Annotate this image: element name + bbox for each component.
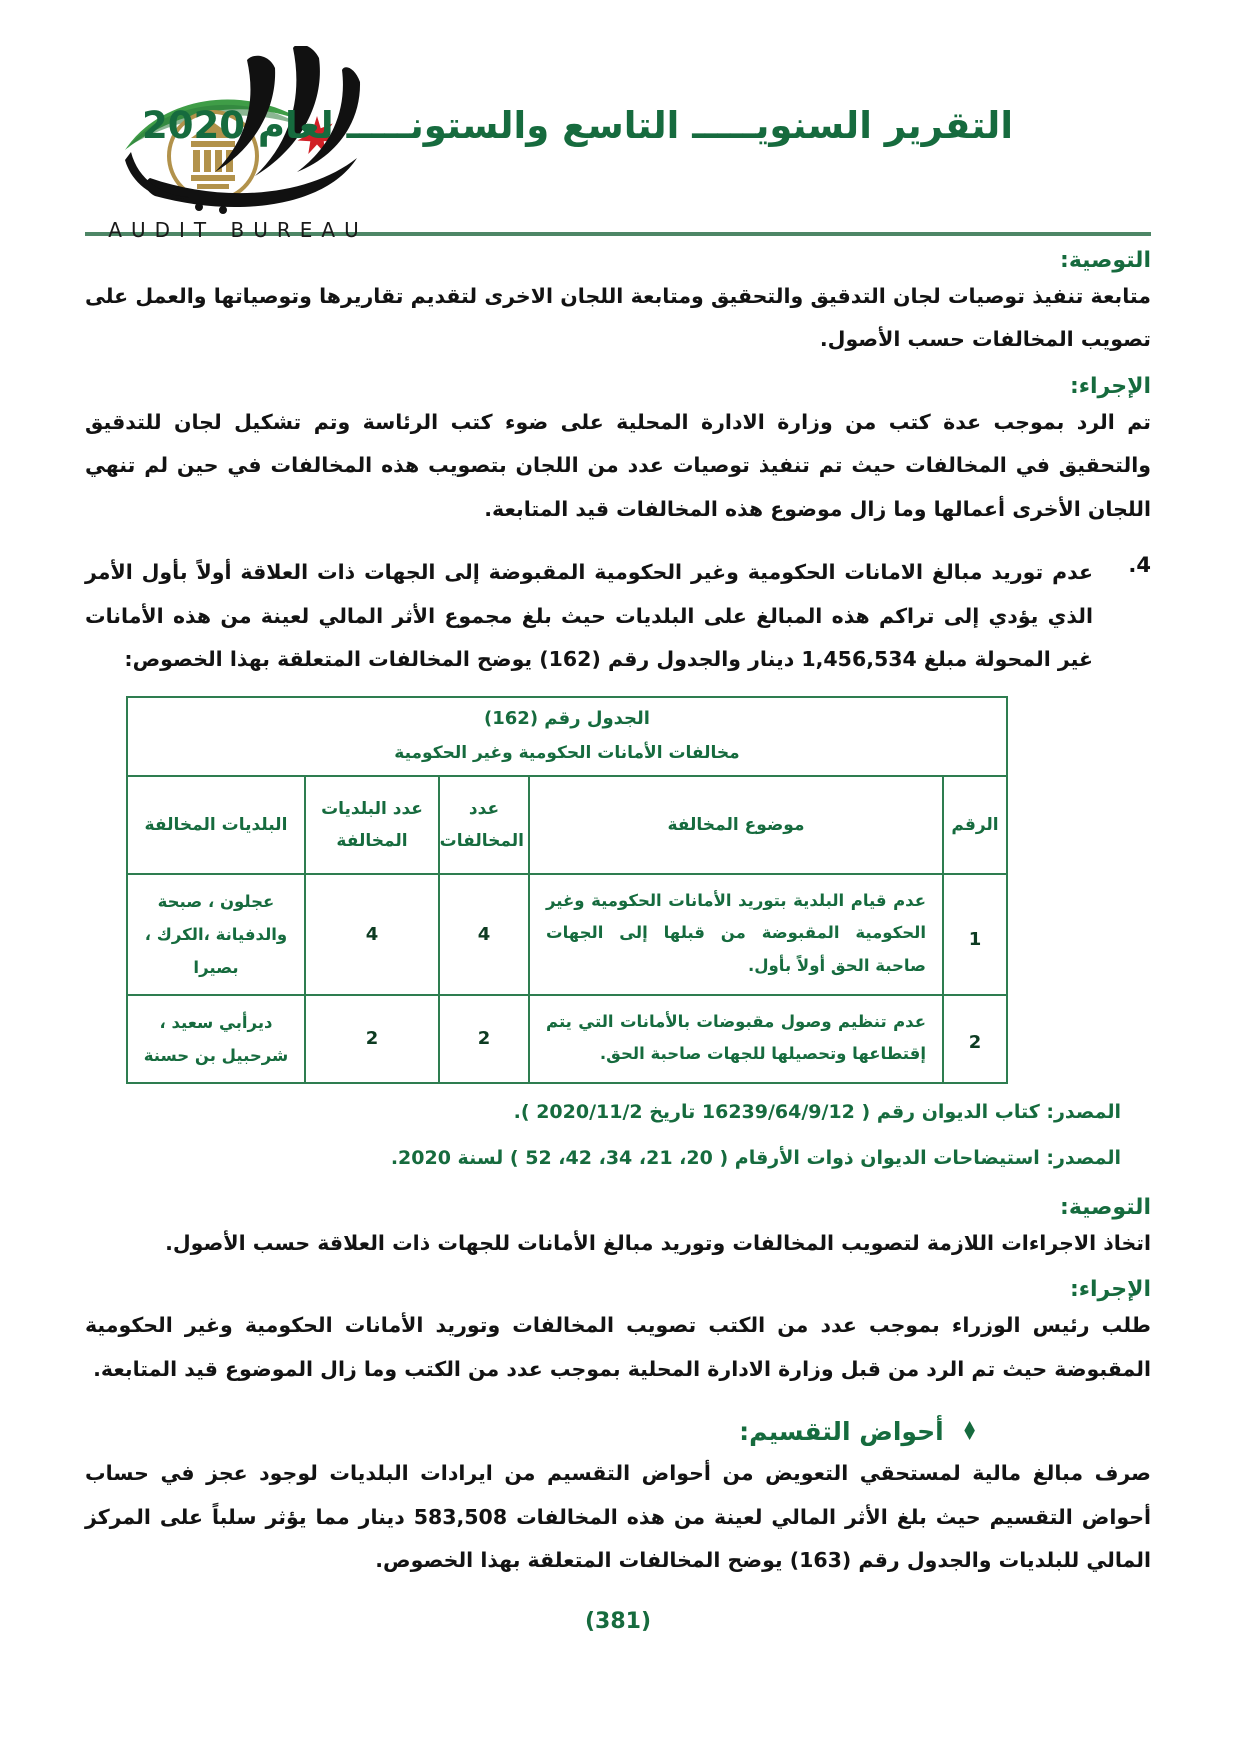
source-line: المصدر: كتاب الديوان رقم ( 16239/64/9/12 تاريخ 2020/11/2 ). [513, 1101, 1121, 1124]
row-municipalities: ديرأبي سعيد ، شرحبيل بن حسنة [127, 995, 305, 1083]
document-body [85, 248, 1151, 1634]
row-subject: عدم قيام البلدية بتوريد الأمانات الحكومية وغير الحكومية المقبوضة من قبلها إلى الجهات صاحبة الحق أولاً بأول. [529, 874, 943, 995]
recommendation-heading-2: التوصية: [1060, 1194, 1151, 1220]
row-number: 1 [943, 874, 1007, 995]
report-title: التقرير السنويـــــ التاسع والستونـــــ لعام 2020 [142, 104, 1013, 147]
subdivision-basins-text: صرف مبالغ مالية لمستحقي التعويض من أحواض التقسيم من ايرادات البلديات لوجود عجز في حساب أحواض التقسيم حيث بلغ الأثر المالي لعينة من هذه المخالفات 583,508 دينار مما يؤثر سلباً على المركز المالي للبلديات والجدول رقم (163) يوضح المخالفات المتعلقة بهذا الخصوص. [85, 1461, 1152, 1573]
procedure-heading-2: الإجراء: [1069, 1277, 1151, 1303]
procedure-text-2: طلب رئيس الوزراء بموجب عدد من الكتب تصويب المخالفات وتوريد الأمانات الحكومية وغير الحكومية المقبوضة حيث تم الرد من قبل وزارة الادارة المحلية بموجب عدد من الكتب وما زال الموضوع قيد المتابعة. [85, 1313, 1151, 1381]
row-violations-count: 2 [439, 995, 529, 1083]
item-number: 4. [1128, 553, 1151, 578]
source-line: المصدر: استيضاحات الديوان ذوات الأرقام ( 20، 21، 34، 42، 52 ) لسنة 2020. [390, 1146, 1121, 1169]
row-municipalities: عجلون ، صبحة والدفيانة ،الكرك ، بصيرا [127, 874, 305, 995]
col-header-municipalities: البلديات المخالفة [127, 776, 305, 875]
recommendation-text-2: اتخاذ الاجراءات اللازمة لتصويب المخالفات وتوريد مبالغ الأمانات للجهات ذات العلاقة حسب الأصول. [165, 1230, 1151, 1255]
subdivision-basins-label: أحواض التقسيم: [739, 1417, 944, 1447]
recommendation-heading-1: التوصية: [1060, 248, 1151, 273]
table-header-row [127, 776, 1007, 875]
row-municipalities-count: 2 [305, 995, 439, 1083]
table-title: الجدول رقم (162) [484, 707, 650, 729]
col-header-violations-count: عدد المخالفات [439, 776, 529, 875]
row-violations-count: 4 [439, 874, 529, 995]
col-header-number: الرقم [943, 776, 1007, 875]
recommendation-text-1: متابعة تنفيذ توصيات لجان التدقيق والتحقيق ومتابعة اللجان الاخرى لتقديم تقاريرها وتوصياتها والعمل على تصويب المخالفات حسب الأصول. [85, 284, 1151, 352]
procedure-heading-1: الإجراء: [1069, 373, 1151, 399]
row-subject: عدم تنظيم وصول مقبوضات بالأمانات التي يتم إقتطاعها وتحصيلها للجهات صاحبة الحق. [529, 995, 943, 1083]
violations-table [126, 696, 1008, 1084]
table-row [127, 874, 1007, 995]
subdivision-basins-heading [85, 1417, 1151, 1446]
table-title-row [127, 697, 1007, 776]
col-header-subject: موضوع المخالفة [529, 776, 943, 875]
diamond-bullet-icon: ♦ [960, 1416, 978, 1447]
procedure-text-1: تم الرد بموجب عدة كتب من وزارة الادارة المحلية على ضوء كتب الرئاسة وتم تشكيل لجان للتدقيق والتحقيق في المخالفات حيث تم تنفيذ توصيات عدد من اللجان بتصويب هذه المخالفات في حين لم تنهي اللجان الأخرى أعمالها وما زال موضوع هذه المخالفات قيد المتابعة. [85, 409, 1151, 521]
table-row [127, 995, 1007, 1083]
row-municipalities-count: 4 [305, 874, 439, 995]
row-number: 2 [943, 995, 1007, 1083]
page-number: (381) [584, 1608, 652, 1634]
logo-english-name: AUDIT BUREAU [108, 218, 368, 242]
header [85, 46, 1151, 242]
table-subtitle: مخالفات الأمانات الحكومية وغير الحكومية [394, 742, 740, 763]
col-header-municipalities-count: عدد البلديات المخالفة [305, 776, 439, 875]
item-text: عدم توريد مبالغ الامانات الحكومية وغير الحكومية المقبوضة إلى الجهات ذات العلاقة أولاً بأول الأمر الذي يؤدي إلى تراكم هذه المبالغ على البلديات حيث بلغ مجموع الأثر المالي لعينة من هذه الأمانات غير المحولة مبلغ 1,456,534 دينار والجدول رقم (162) يوضح المخالفات المتعلقة بهذا الخصوص: [85, 560, 1093, 672]
sources [85, 1098, 1151, 1173]
finding-item-4 [85, 551, 1151, 681]
